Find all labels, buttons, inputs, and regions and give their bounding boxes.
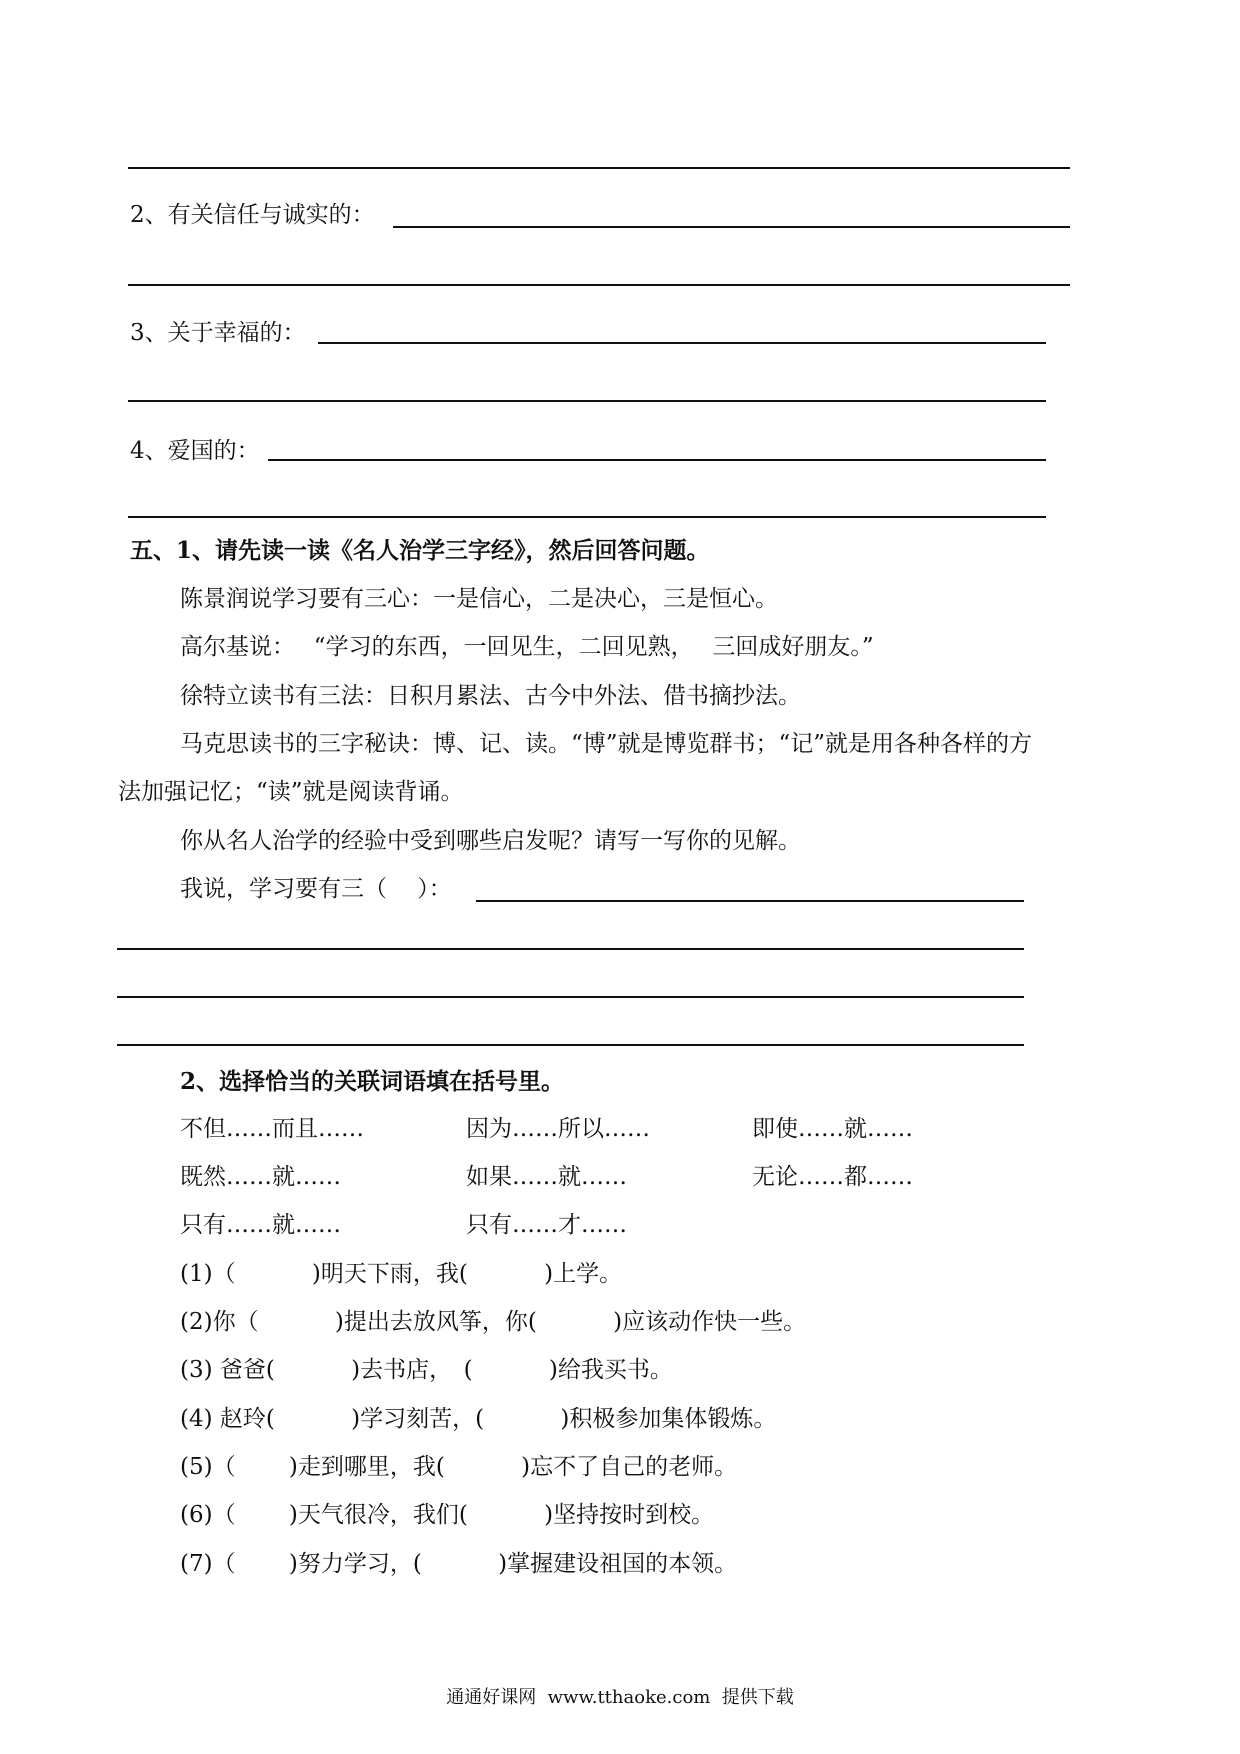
fill-blank-item[interactable]: (6)（ )天气很冷，我们( )坚持按时到校。 — [180, 1502, 715, 1528]
answer-line[interactable] — [393, 226, 1070, 228]
option: 不但……而且…… — [180, 1116, 364, 1142]
answer-line[interactable] — [117, 1044, 1024, 1046]
answer-line[interactable] — [476, 900, 1024, 902]
paragraph: 法加强记忆；“读”就是阅读背诵。 — [118, 779, 464, 805]
answer-line[interactable] — [128, 516, 1046, 518]
paragraph: 徐特立读书有三法：日积月累法、古今中外法、借书摘抄法。 — [180, 683, 801, 709]
answer-line[interactable] — [128, 284, 1070, 286]
answer-line[interactable] — [128, 167, 1070, 169]
paragraph: 马克思读书的三字秘诀：博、记、读。“博”就是博览群书；“记”就是用各种各样的方 — [180, 731, 1033, 757]
question-2-label: 2、有关信任与诚实的： — [130, 202, 375, 228]
answer-line[interactable] — [117, 996, 1024, 998]
paragraph: 你从名人治学的经验中受到哪些启发呢？请写一写你的见解。 — [180, 828, 801, 854]
option: 如果……就…… — [466, 1164, 627, 1190]
answer-prompt: 我说，学习要有三（ ）： — [180, 876, 452, 902]
answer-line[interactable] — [117, 948, 1024, 950]
option: 只有……才…… — [466, 1212, 627, 1238]
paragraph: 陈景润说学习要有三心：一是信心，二是决心，三是恒心。 — [180, 586, 778, 612]
option: 因为……所以…… — [466, 1116, 650, 1142]
question-2-heading: 2、选择恰当的关联词语填在括号里。 — [180, 1068, 565, 1095]
paragraph: 高尔基说： “学习的东西，一回见生，二回见熟， 三回成好朋友。” — [180, 634, 874, 660]
option: 既然……就…… — [180, 1164, 341, 1190]
answer-line[interactable] — [128, 400, 1046, 402]
fill-blank-item[interactable]: (4) 赵玲( )学习刻苦，( )积极参加集体锻炼。 — [180, 1406, 777, 1432]
fill-blank-item[interactable]: (7)（ )努力学习，( )掌握建设祖国的本领。 — [180, 1551, 738, 1577]
question-3-label: 3、关于幸福的： — [130, 320, 306, 346]
fill-blank-item[interactable]: (1)（ )明天下雨，我( )上学。 — [180, 1261, 623, 1287]
answer-line[interactable] — [318, 342, 1046, 344]
question-4-label: 4、爱国的： — [130, 438, 260, 464]
page-footer: 通通好课网 www.tthaoke.com 提供下载 — [446, 1687, 794, 1708]
answer-line[interactable] — [268, 459, 1046, 461]
fill-blank-item[interactable]: (3) 爸爸( )去书店， ( )给我买书。 — [180, 1357, 673, 1383]
section-5-heading: 五、1、请先读一读《名人治学三字经》，然后回答问题。 — [130, 537, 710, 564]
option: 即使……就…… — [752, 1116, 913, 1142]
option: 无论……都…… — [752, 1164, 913, 1190]
fill-blank-item[interactable]: (5)（ )走到哪里，我( )忘不了自己的老师。 — [180, 1454, 738, 1480]
fill-blank-item[interactable]: (2)你（ )提出去放风筝，你( )应该动作快一些。 — [180, 1309, 807, 1335]
option: 只有……就…… — [180, 1212, 341, 1238]
